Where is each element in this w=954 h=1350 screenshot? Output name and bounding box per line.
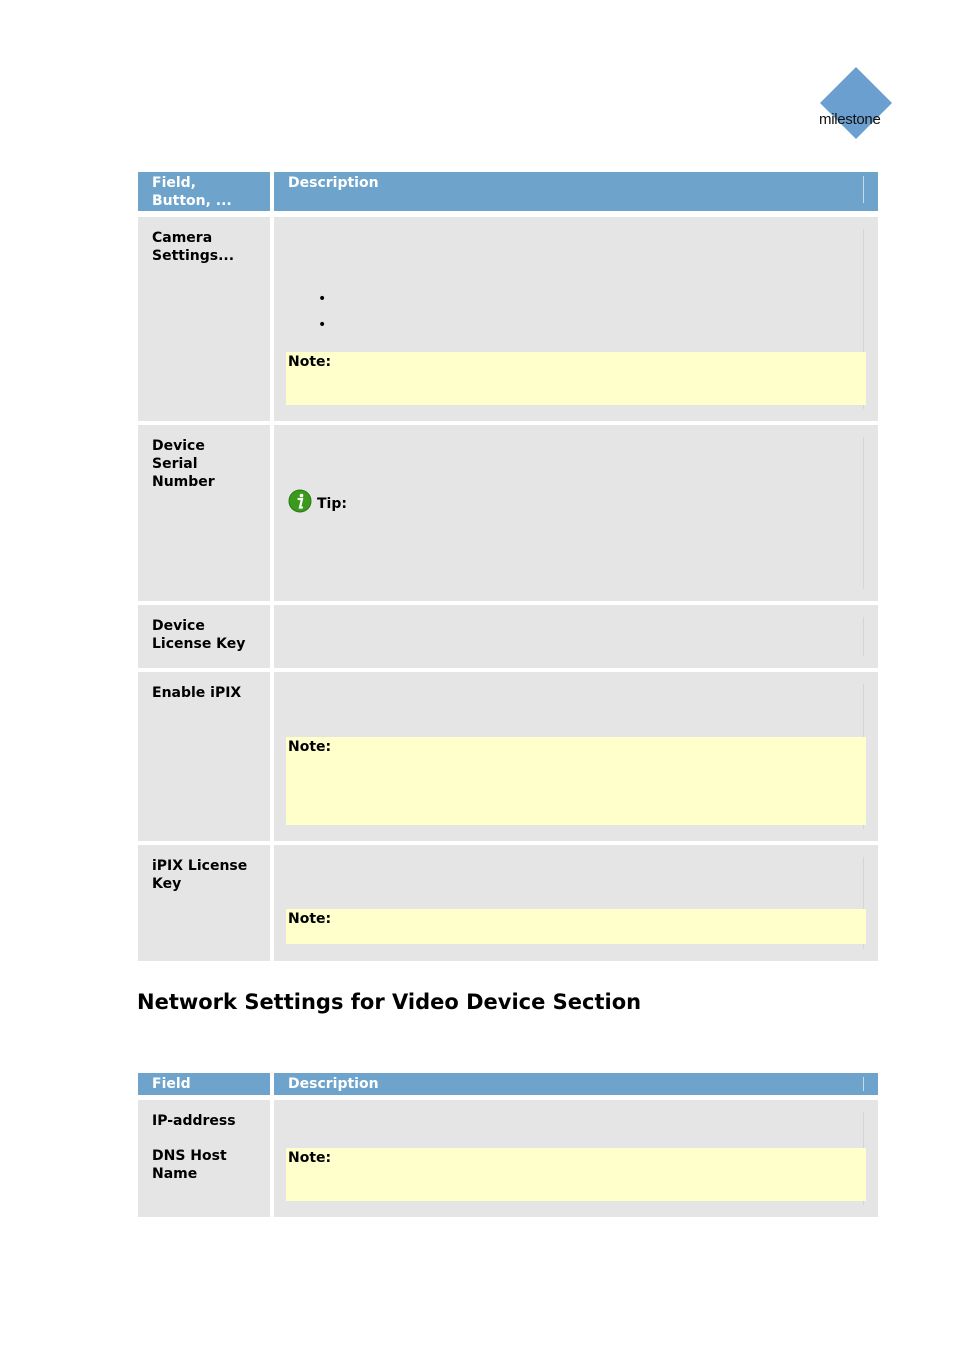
note-box [286,909,866,944]
row-desc-ip-dns [274,1100,878,1217]
header-field: Field, Button, ... [138,172,270,211]
note-label: Note: [288,739,332,755]
logo-text: milestone [819,111,881,128]
tip [288,489,347,513]
row-desc-device-license-key [274,605,878,668]
row-label-enable-ipix: Enable iPIX [138,672,270,841]
dns-host-name-label: DNS Host Name [152,1148,227,1182]
row-label-camera-settings: Camera Settings... [138,217,270,421]
row-label-ipix-license-key: iPIX License Key [138,845,270,961]
header-field: Field [138,1073,270,1095]
note-label: Note: [288,354,332,370]
section-title: Network Settings for Video Device Section [137,990,642,1014]
note-label: Note: [288,1150,332,1166]
row-label-device-serial-number: Device Serial Number [138,425,270,601]
bullet-2: • [318,317,327,333]
note-box [286,737,866,825]
milestone-logo [814,64,898,144]
row-label-device-license-key: Device License Key [138,605,270,668]
note-box [286,1148,866,1201]
info-icon [288,489,312,513]
note-label: Note: [288,911,332,927]
row-desc-enable-ipix [274,672,878,841]
header-description: Description [274,172,878,211]
row-desc-ipix-license-key [274,845,878,961]
tip-label: Tip: [317,496,347,512]
row-desc-device-serial-number [274,425,878,601]
row-desc-camera-settings [274,217,878,421]
ip-address-label: IP-address [152,1113,236,1129]
bullet-1: • [318,291,327,307]
header-description: Description [274,1073,878,1095]
note-box [286,352,866,405]
row-label-ip-dns [138,1100,270,1217]
